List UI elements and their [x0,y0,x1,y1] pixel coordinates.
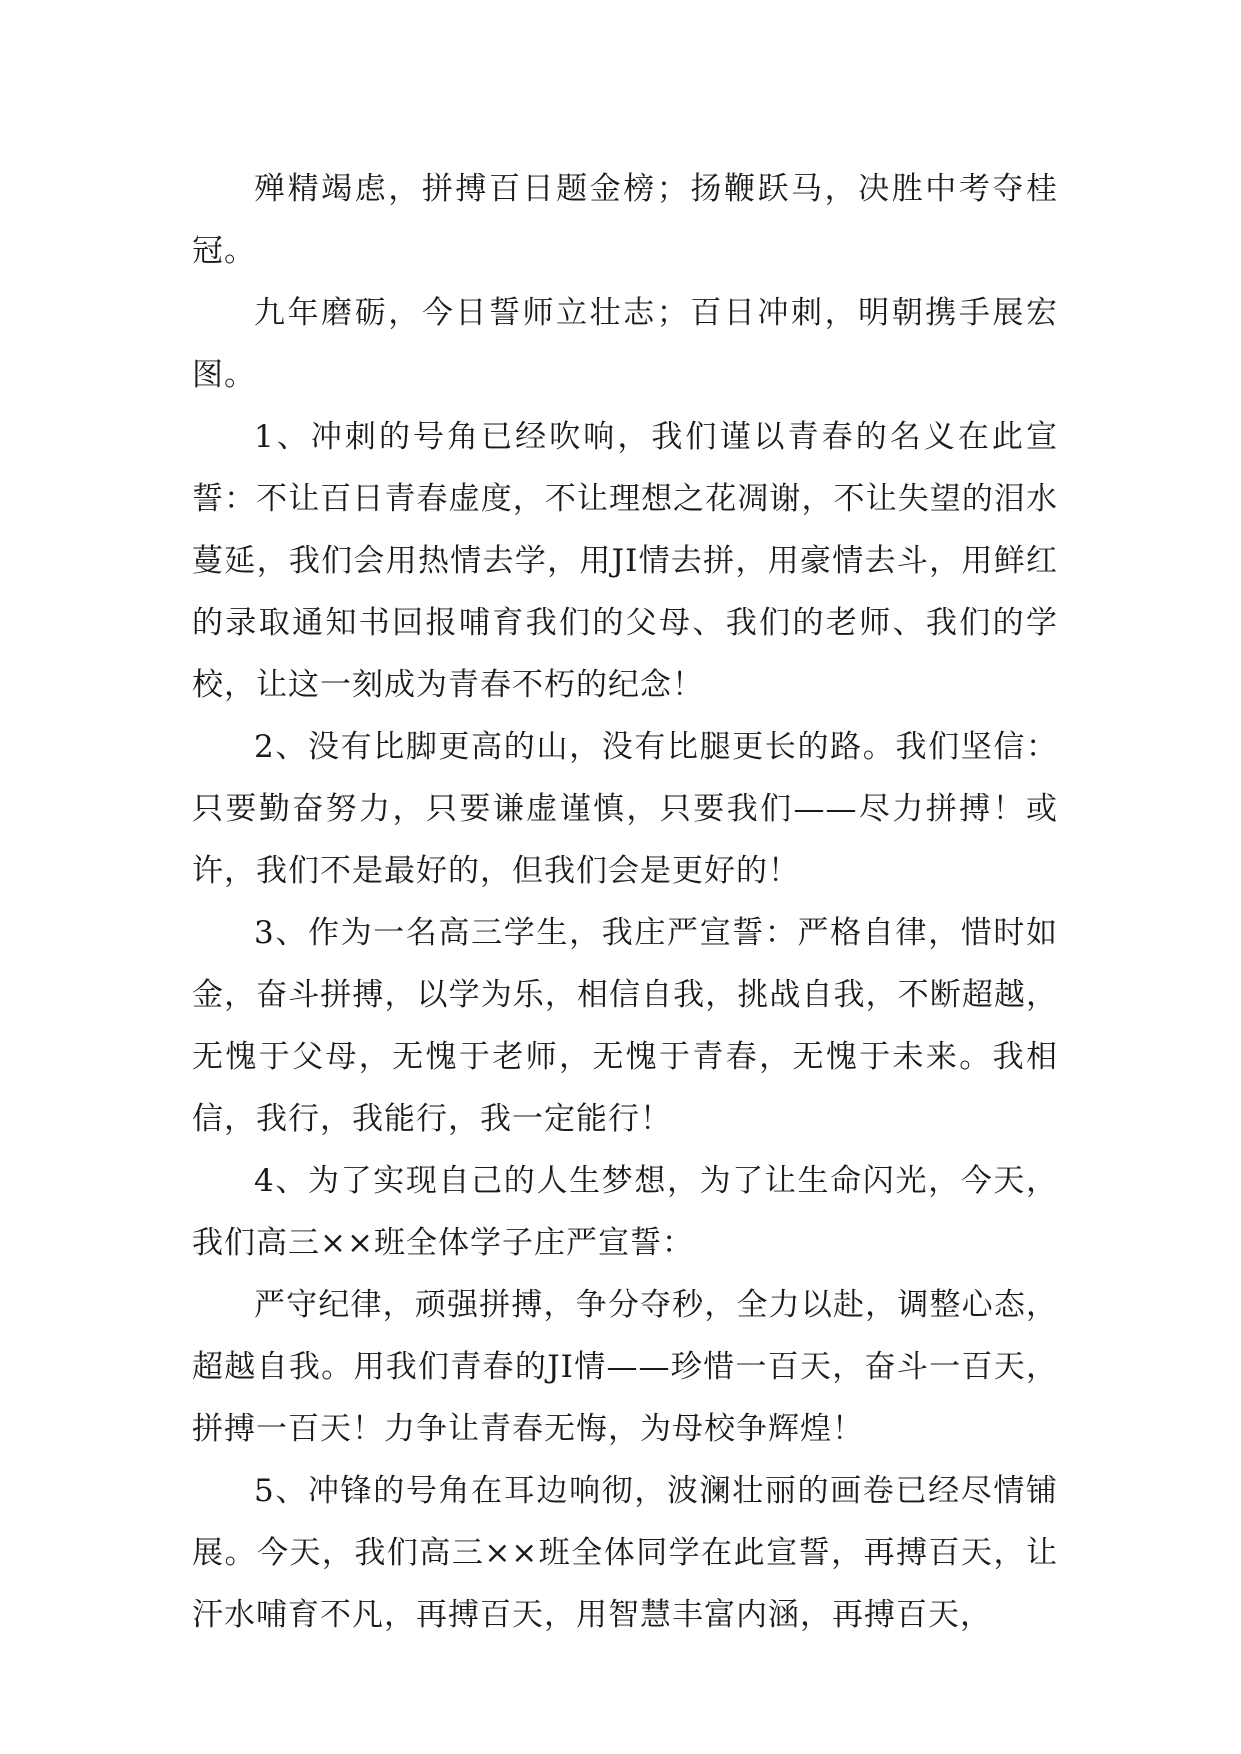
paragraph-oath-2: 2、没有比脚更高的山，没有比腿更长的路。我们坚信：只要勤奋努力，只要谦虚谨慎，只要我们——尽力拼搏！或许，我们不是最好的，但我们会是更好的！ [192,729,1058,889]
paragraph-couplet-1: 殚精竭虑，拼搏百日题金榜；扬鞭跃马，决胜中考夺桂冠。 [192,171,1058,269]
paragraph-couplet-2: 九年磨砺，今日誓师立壮志；百日冲刺，明朝携手展宏图。 [192,295,1058,393]
paragraph-oath-5: 5、冲锋的号角在耳边响彻，波澜壮丽的画卷已经尽情铺展。今天，我们高三××班全体同学在此宣誓，再搏百天，让汗水哺育不凡，再搏百天，用智慧丰富内涵，再搏百天， [192,1473,1058,1633]
paragraph-oath-4-body: 严守纪律，顽强拼搏，争分夺秒，全力以赴，调整心态，超越自我。用我们青春的JI情——珍惜一百天，奋斗一百天，拼搏一百天！力争让青春无悔，为母校争辉煌！ [192,1287,1058,1447]
paragraph-oath-3: 3、作为一名高三学生，我庄严宣誓：严格自律，惜时如金，奋斗拼搏，以学为乐，相信自我，挑战自我，不断超越，无愧于父母，无愧于老师，无愧于青春，无愧于未来。我相信，我行，我能行，我一定能行！ [192,915,1058,1137]
paragraph-oath-1: 1、冲刺的号角已经吹响，我们谨以青春的名义在此宣誓：不让百日青春虚度，不让理想之花凋谢，不让失望的泪水蔓延，我们会用热情去学，用JI情去拼，用豪情去斗，用鲜红的录取通知书回报哺育我们的父母、我们的老师、我们的学校，让这一刻成为青春不朽的纪念！ [192,419,1058,703]
paragraph-oath-4-intro: 4、为了实现自己的人生梦想，为了让生命闪光，今天，我们高三××班全体学子庄严宣誓： [192,1163,1058,1261]
document-page [192,158,1058,1646]
